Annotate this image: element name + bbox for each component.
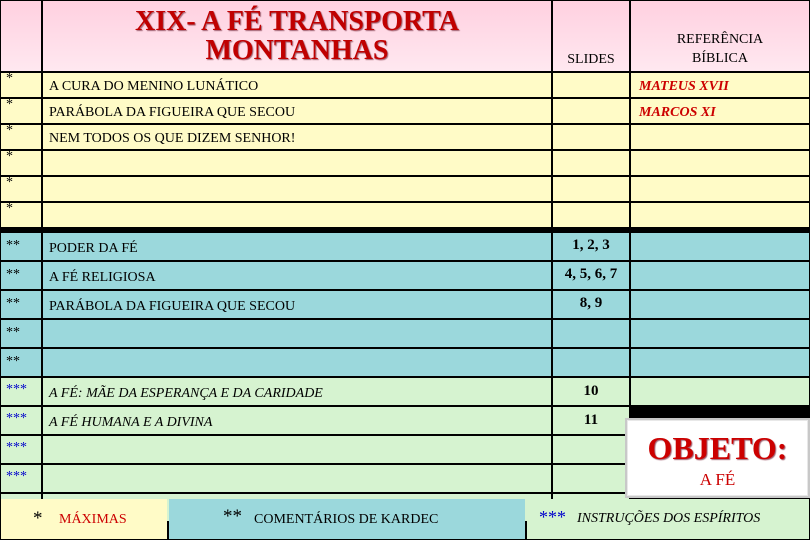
maxima-row-ref-cell [631, 151, 809, 175]
espirito-row-slides: 11 [583, 412, 599, 428]
kardec-row-topic-cell [43, 233, 551, 260]
kardec-row-ref-cell [631, 349, 809, 376]
maxima-row-mark: * [6, 175, 13, 190]
espirito-row-topic-cell [43, 378, 551, 405]
espirito-row-topic-cell [43, 465, 551, 492]
objeto-box [625, 418, 810, 498]
maxima-row-ref-cell [631, 99, 809, 123]
kardec-row-topic-cell [43, 320, 551, 347]
kardec-row-mark-cell [1, 320, 41, 347]
header-mark-cell [1, 1, 41, 71]
maxima-row-mark-cell [1, 125, 41, 149]
maxima-row-topic: PARÁBOLA DA FIGUEIRA QUE SECOU [49, 105, 296, 120]
legend-maximas-mark: * [33, 508, 43, 529]
kardec-row-slides-cell [553, 349, 629, 376]
maxima-row-slides-cell [553, 203, 629, 227]
kardec-row-ref-cell [631, 320, 809, 347]
kardec-row-topic: PARÁBOLA DA FIGUEIRA QUE SECOU [49, 299, 296, 314]
legend-kardec [169, 499, 525, 539]
ref-column-header-line2: BÍBLICA [692, 51, 748, 66]
objeto-subtitle: A FÉ [699, 470, 736, 489]
maxima-row-mark: * [6, 123, 13, 138]
espirito-row-slides-cell [553, 436, 629, 463]
kardec-row-slides-cell [553, 262, 629, 289]
legend-espiritos [527, 499, 809, 539]
maxima-row-slides-cell [553, 73, 629, 97]
legend-maximas-label: MÁXIMAS [59, 512, 127, 527]
maxima-row-mark-cell [1, 151, 41, 175]
header-slides-cell [553, 1, 629, 71]
maxima-row-ref-cell [631, 203, 809, 227]
ref-column-header-line1: REFERÊNCIA [676, 32, 764, 47]
kardec-row-mark: ** [6, 354, 20, 369]
espirito-row-mark: *** [6, 469, 27, 484]
kardec-row-ref-cell [631, 291, 809, 318]
maxima-row-ref-cell [631, 125, 809, 149]
kardec-row-mark: ** [6, 267, 20, 282]
kardec-row-mark-cell [1, 262, 41, 289]
legend-kardec-mark: ** [223, 506, 242, 527]
kardec-row-topic-cell [43, 349, 551, 376]
espirito-row-slides-cell [553, 378, 629, 405]
espirito-row-slides: 10 [583, 383, 599, 399]
page-title-line1: XIX- A FÉ TRANSPORTA [135, 6, 459, 37]
maxima-row-mark-cell [1, 177, 41, 201]
maxima-row-mark-cell [1, 99, 41, 123]
espirito-row-mark: *** [6, 382, 27, 397]
kardec-row-topic: A FÉ RELIGIOSA [49, 270, 156, 285]
maxima-row-mark: * [6, 97, 13, 112]
kardec-row-topic-cell [43, 262, 551, 289]
maxima-row-topic: A CURA DO MENINO LUNÁTICO [49, 79, 259, 94]
maxima-row-topic-cell [43, 99, 551, 123]
espirito-row-slides-cell [553, 407, 629, 434]
maxima-row-topic-cell [43, 203, 551, 227]
kardec-row-topic-cell [43, 291, 551, 318]
kardec-row-mark: ** [6, 325, 20, 340]
kardec-row-mark-cell [1, 349, 41, 376]
page-title-line2: MONTANHAS [205, 35, 389, 66]
espirito-row-slides-cell [553, 465, 629, 492]
maxima-row-mark: * [6, 201, 13, 216]
legend-espiritos-mark: *** [539, 507, 566, 527]
maxima-row-mark-cell [1, 203, 41, 227]
header-title-cell [43, 1, 551, 71]
espirito-row-topic-cell [43, 407, 551, 434]
kardec-row-slides: 8, 9 [579, 295, 603, 311]
maxima-row-topic-cell [43, 151, 551, 175]
espirito-row-mark-cell [1, 465, 41, 492]
maxima-row-slides-cell [553, 99, 629, 123]
maxima-row-ref-cell [631, 73, 809, 97]
maxima-row-mark-cell [1, 73, 41, 97]
espirito-row-ref-cell [631, 378, 809, 405]
kardec-row-mark-cell [1, 291, 41, 318]
kardec-row-slides-cell [553, 233, 629, 260]
maxima-row-slides-cell [553, 151, 629, 175]
maxima-row-slides-cell [553, 125, 629, 149]
kardec-row-slides: 4, 5, 6, 7 [564, 266, 618, 282]
espirito-row-mark-cell [1, 407, 41, 434]
legend-espiritos-label: INSTRUÇÕES DOS ESPÍRITOS [577, 511, 761, 526]
maxima-row-slides-cell [553, 177, 629, 201]
kardec-row-topic: PODER DA FÉ [49, 241, 138, 256]
espirito-row-topic: A FÉ HUMANA E A DIVINA [49, 415, 213, 430]
kardec-row-mark: ** [6, 296, 20, 311]
objeto-title: OBJETO: [647, 430, 788, 466]
kardec-row-mark: ** [6, 238, 20, 253]
maxima-row-mark: * [6, 71, 13, 86]
slides-column-header: SLIDES [567, 52, 615, 67]
kardec-row-ref-cell [631, 262, 809, 289]
maxima-row-topic-cell [43, 177, 551, 201]
maxima-row-topic: NEM TODOS OS QUE DIZEM SENHOR! [49, 131, 296, 146]
espirito-row-topic-cell [43, 436, 551, 463]
kardec-row-ref-cell [631, 233, 809, 260]
espirito-row-mark-cell [1, 436, 41, 463]
maxima-row-topic-cell [43, 125, 551, 149]
maxima-row-ref: MATEUS XVII [639, 79, 729, 94]
header-ref-cell [631, 1, 809, 71]
maxima-row-ref: MARCOS XI [639, 105, 716, 120]
maxima-row-ref-cell [631, 177, 809, 201]
maxima-row-topic-cell [43, 73, 551, 97]
kardec-row-mark-cell [1, 233, 41, 260]
legend-kardec-label: COMENTÁRIOS DE KARDEC [254, 512, 439, 527]
kardec-row-slides-cell [553, 320, 629, 347]
espirito-row-topic: A FÉ: MÃE DA ESPERANÇA E DA CARIDADE [49, 386, 323, 401]
maxima-row-mark: * [6, 149, 13, 164]
legend-maximas [1, 499, 167, 539]
espirito-row-mark: *** [6, 440, 27, 455]
espirito-row-mark-cell [1, 378, 41, 405]
kardec-row-slides: 1, 2, 3 [572, 237, 610, 253]
kardec-row-slides-cell [553, 291, 629, 318]
espirito-row-mark: *** [6, 411, 27, 426]
